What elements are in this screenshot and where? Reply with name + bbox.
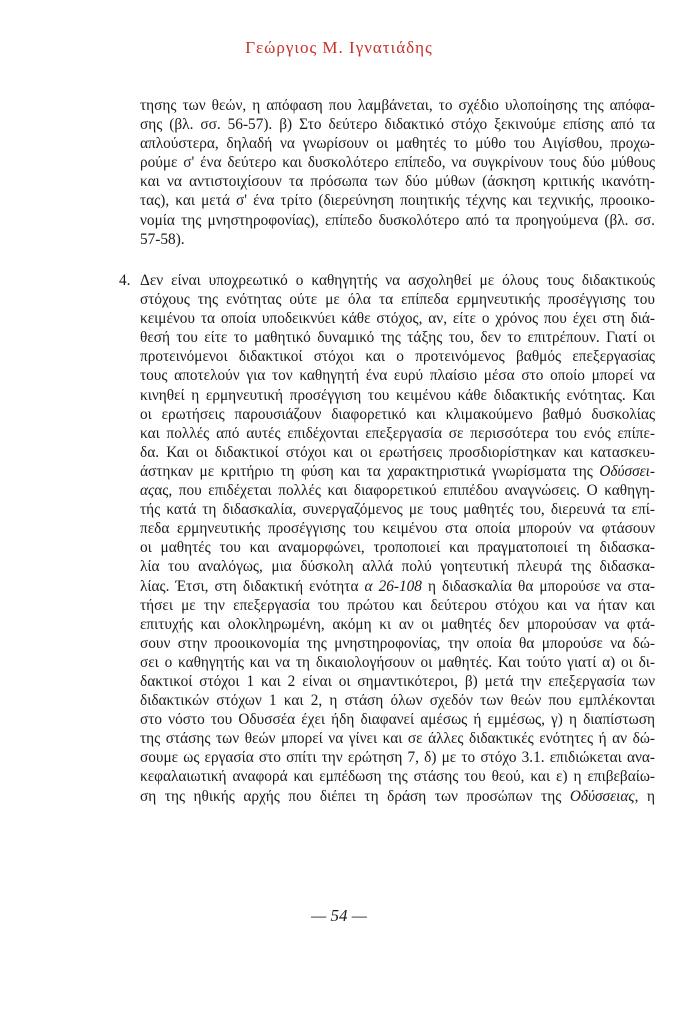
text-line: οι μαθητές του και αναμορφώνει, τροποποιεί και πραγματοποιεί τη διδασκα-: [140, 539, 655, 557]
text-line: κινηθεί η ερμηνευτική προσέγγιση του κειμένου κάθε διδακτικής ενότητας. Και: [140, 386, 655, 404]
text-line: σης (βλ. σσ. 56-57). β) Στο δεύτερο διδακτικό στόχο ξεκινούμε επίσης από τα: [140, 116, 655, 134]
text-line: τους αποτελούν για τον καθηγητή ένα ευρύ πλαίσιο μέσα στο οποίο μπορεί να: [140, 367, 655, 385]
text-line: και πολλές από αυτές επιδέχονται επεξεργασία σε περισσότερα του ενός επίπε-: [140, 424, 655, 442]
text-line: [140, 481, 655, 500]
text-line: ρούμε σ' ένα δεύτερο και δυσκολότερο επίπεδο, να συγκρίνουν τους δύο μύθους: [140, 154, 655, 172]
text-line: Δεν είναι υποχρεωτικό ο καθηγητής να ασχοληθεί με όλους τους διδακτικούς: [140, 272, 655, 289]
verse-reference: α 26-108: [364, 577, 422, 595]
text-line: και να αντιστοιχίσουν τα πρόσωπα των δύο μύθων (άσκηση κριτικής ικανότη-: [140, 173, 655, 191]
text-line: 57-58).: [140, 230, 185, 248]
text-line: επιτυχής και ολοκληρωμένη, ακόμη κι αν οι μαθητές δεν μπορούσαν να φτά-: [140, 615, 655, 633]
italic-title: Οδύσσειας: [569, 787, 635, 805]
text-line: πεδα ερμηνευτικής προσέγγισης του κειμένου στα οποία μπορούν να φτάσουν: [140, 520, 655, 538]
text-line: τας), και μετά σ' ένα τρίτο (διερεύνηση ποιητικής τέχνης και τεχνικής, προοικο-: [140, 192, 655, 210]
text-line: [140, 462, 655, 481]
text-line: τησης των θεών, η απόφαση που λαμβάνεται, το σχέδιο υλοποίησης της απόφα-: [140, 97, 655, 114]
list-item-paragraph: [140, 271, 655, 806]
text-line: λία του αναλόγως, μια δύσκολη αλλά πολύ γοητευτική πλευρά της διδασκα-: [140, 558, 655, 576]
text-line: σουμε ως εργασία στο σπίτι την ερώτηση 7, δ) με το στόχο 3.1. επιδιώκεται ανα-: [140, 749, 655, 767]
running-head: Γεώργιος Μ. Ιγνατιάδης: [245, 38, 433, 57]
text-segment: , η: [634, 787, 655, 805]
continuation-paragraph: [140, 96, 655, 249]
text-line: διδακτικών στόχων 1 και 2, η στάση όλων σχεδόν των θεών που εμπλέκονται: [140, 692, 655, 710]
text-line: στο νόστο του Οδυσσέα έχει ήδη διαφανεί αμέσως ή εμμέσως, γ) η διαπίστωση: [140, 711, 655, 729]
text-segment: η διδασκαλία θα μπορούσε να στα-: [421, 577, 655, 595]
text-line: δακτικοί στόχοι 1 και 2 είναι οι σημαντικότεροι, β) μετά την επεξεργασία των: [140, 672, 655, 690]
text-segment: άστηκαν με κριτήριο τη φύση και τα χαρακτηριστικά γνωρίσματα της: [140, 462, 600, 480]
text-line: νομία της μνηστηροφονίας), επίπεδο δυσκολότερο από τα προηγούμενα (βλ. σσ.: [140, 211, 655, 229]
page-number: — 54 —: [311, 906, 367, 925]
text-line: οι ερωτήσεις παρουσιάζουν διαφορετικό και κλιμακούμενο βαθμό δυσκολίας: [140, 405, 655, 423]
text-segment: ας, που επιδέχεται πολλές και διαφορετικού επιπέδου αναγνώσεις. Ο καθηγη-: [154, 482, 655, 500]
text-line: τής κατά τη διδασκαλία, συνεργαζόμενος με τους μαθητές του, διερευνά τα επί-: [140, 501, 655, 519]
text-line: σουν στην προοικονομία της μνηστηροφονίας, την οποία θα μπορούσε να δώ-: [140, 634, 655, 652]
text-line: προτεινόμενοι διδακτικοί στόχοι και ο προτεινόμενος βαθμός επεξεργασίας: [140, 348, 655, 366]
text-line: τήσει με την επεξεργασία του πρώτου και δεύτερου στόχου και να ήταν και: [140, 596, 655, 614]
text-line: [140, 577, 655, 596]
text-segment: λίας. Έτσι, στη διδακτική ενότητα: [140, 577, 365, 595]
text-line: θεσή του είτε το μαθητικό δυναμικό της τάξης του, δεν το επιτρέπουν. Γιατί οι: [140, 329, 655, 347]
text-line: κεφαλαιωτική αναφορά και εμπέδωση της στάσης του θεού, και ε) η επιβεβαίω-: [140, 768, 655, 786]
text-line: απλούστερα, δηλαδή να γνωρίσουν οι μαθητές το μύθο του Αιγίσθου, προχω-: [140, 135, 655, 153]
text-line: της στάσης των θεών μπορεί να γίνει και σε άλλες διδακτικές ενότητες ή αν δώ-: [140, 730, 655, 748]
italic-title: Οδύσσει-: [599, 462, 655, 480]
italic-title: ας: [140, 482, 155, 500]
text-line: στόχους της ενότητας ούτε με όλα τα επίπεδα ερμηνευτικής προσέγγισης του: [140, 291, 655, 309]
text-line: κειμένου τα οποία υποδεικνύει κάθε στόχος, αν, είτε ο χρόνος που έχει στη διά-: [140, 310, 655, 328]
text-line: σει ο καθηγητής και να τη δικαιολογήσουν οι μαθητές. Και τούτο γιατί α) οι δι-: [140, 653, 655, 671]
text-segment: ση της ηθικής αρχής που διέπει τη δράση των προσώπων της: [140, 787, 570, 805]
text-line: δα. Και οι διδακτικοί στόχοι και οι ερωτήσεις προσδιορίστηκαν και κατασκευ-: [140, 443, 655, 461]
list-item-number: 4.: [119, 272, 131, 289]
text-line: [140, 787, 655, 806]
